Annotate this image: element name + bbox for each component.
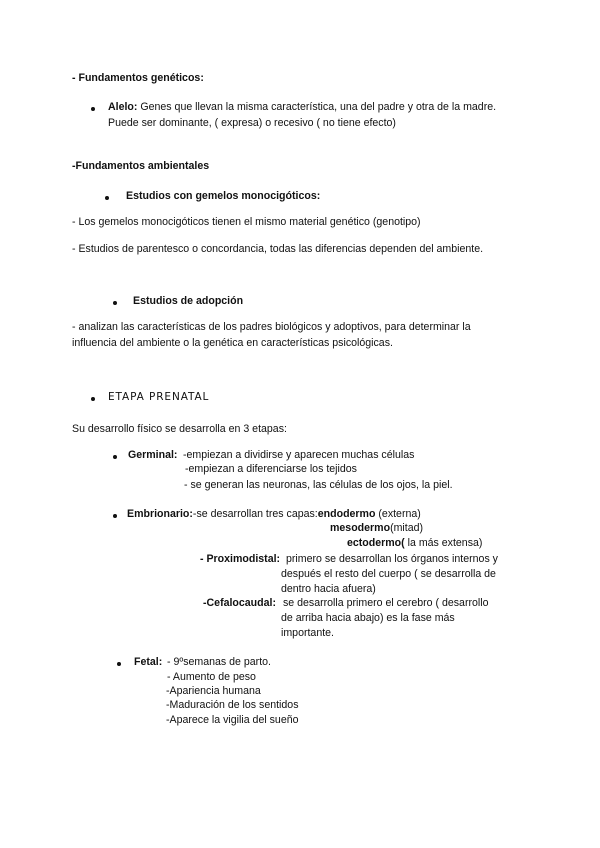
cefalocaudal-term: -Cefalocaudal:: [203, 597, 276, 609]
bullet-icon: [113, 301, 117, 305]
bullet-icon: [91, 397, 95, 401]
fetal-term: Fetal:: [134, 656, 163, 668]
gemelos-paragraph-2: - Estudios de parentesco o concordancia, todas las diferencias dependen del ambiente.: [72, 243, 484, 255]
proximodistal-line2: después el resto del cuerpo ( se desarrolla de: [281, 568, 496, 580]
fetal-line2: - Aumento de peso: [167, 671, 256, 683]
embrionario-term: Embrionario:: [127, 508, 193, 520]
ectodermo-line: ectodermo( la más extensa): [347, 537, 483, 549]
bullet-icon: [105, 196, 109, 200]
cefalocaudal-line1: se desarrolla primero el cerebro ( desarrollo: [283, 597, 489, 609]
germinal-term: Germinal:: [128, 449, 178, 461]
cefalocaudal-line2: de arriba hacia abajo) es la fase más: [281, 612, 455, 624]
germinal-line2: -empiezan a diferenciarse los tejidos: [185, 463, 357, 475]
endodermo: endodermo: [317, 508, 376, 520]
adopcion-heading: Estudios de adopción: [133, 295, 244, 307]
fetal-line1: - 9ºsemanas de parto.: [167, 656, 271, 668]
heading-fundamentos-geneticos: - Fundamentos genéticos:: [72, 72, 204, 84]
alelo-term: Alelo:: [108, 101, 138, 113]
proximodistal-line3: dentro hacia afuera): [281, 583, 376, 595]
adopcion-line2: influencia del ambiente o la genética en características psicológicas.: [72, 337, 393, 349]
bullet-icon: [113, 514, 117, 518]
gemelos-heading: Estudios con gemelos monocigóticos:: [126, 190, 321, 202]
bullet-icon: [113, 455, 117, 459]
adopcion-line1: - analizan las características de los padres biológicos y adoptivos, para determinar la: [72, 321, 471, 333]
fetal-line4: -Maduración de los sentidos: [166, 699, 299, 711]
fetal-line3: -Apariencia humana: [166, 685, 261, 697]
heading-fundamentos-ambientales: -Fundamentos ambientales: [72, 160, 210, 172]
bullet-icon: [91, 107, 95, 111]
germinal-line3: - se generan las neuronas, las células de los ojos, la piel.: [184, 479, 453, 491]
embrionario-line1: Embrionario:-se desarrollan tres capas:endodermo (externa): [127, 508, 421, 520]
fetal-line5: -Aparece la vigilia del sueño: [166, 714, 299, 726]
bullet-icon: [117, 662, 121, 666]
mesodermo-line: mesodermo(mitad): [330, 522, 424, 534]
gemelos-paragraph-1: - Los gemelos monocigóticos tienen el mismo material genético (genotipo): [72, 216, 421, 228]
proximodistal-term: - Proximodistal:: [200, 553, 281, 565]
cefalocaudal-line3: importante.: [281, 627, 334, 639]
heading-etapa-prenatal: ETAPA PRENATAL: [108, 391, 210, 403]
germinal-line1: -empiezan a dividirse y aparecen muchas células: [183, 449, 415, 461]
proximodistal-line1: primero se desarrollan los órganos internos y: [286, 553, 498, 565]
etapa-intro: Su desarrollo físico se desarrolla en 3 etapas:: [72, 423, 287, 435]
alelo-line2: Puede ser dominante, ( expresa) o recesivo ( no tiene efecto): [108, 117, 396, 129]
alelo-line1: Alelo: Genes que llevan la misma característica, una del padre y otra de la madre.: [108, 101, 497, 113]
